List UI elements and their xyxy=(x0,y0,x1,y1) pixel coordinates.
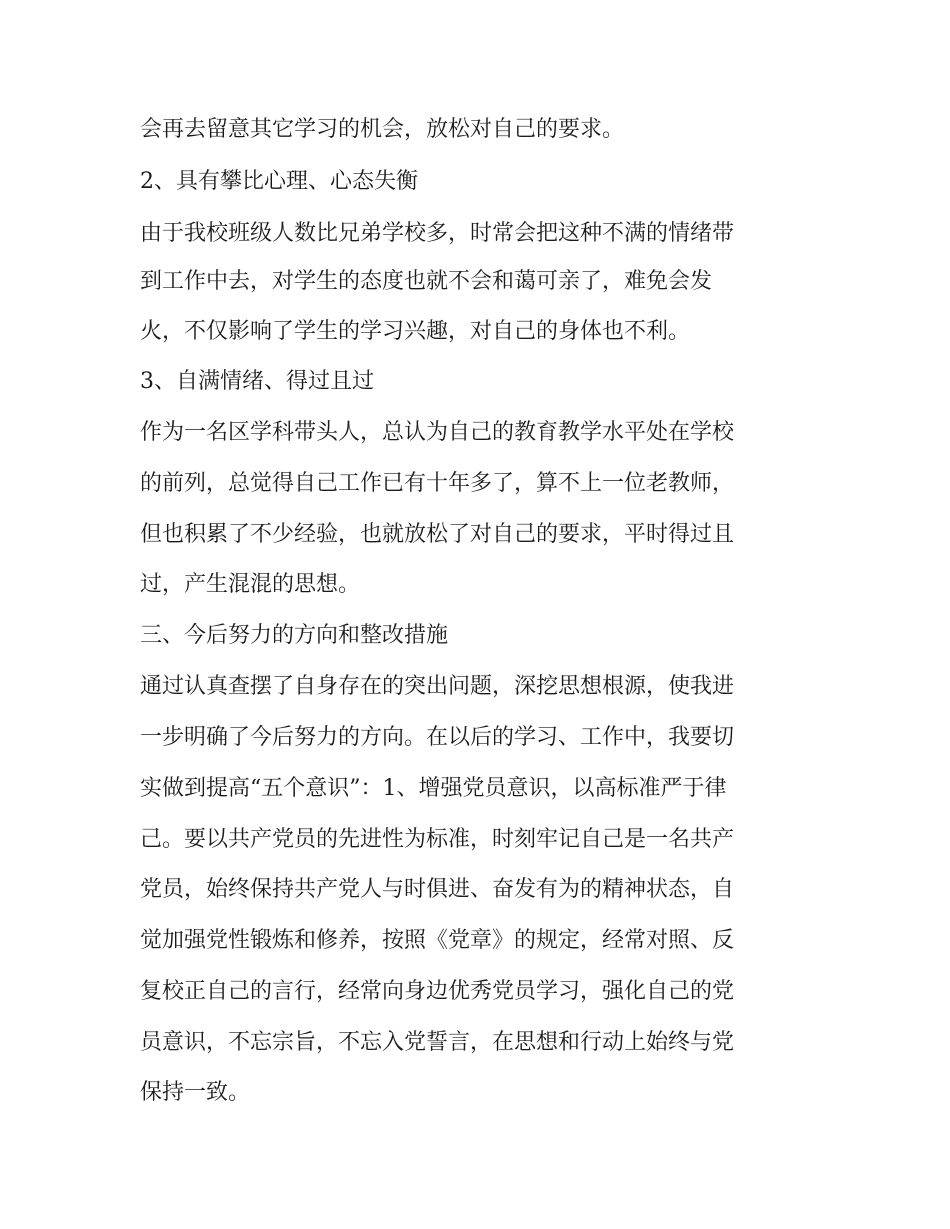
text-line: 火，不仅影响了学生的学习兴趣，对自己的身体也不利。 xyxy=(140,319,691,344)
text-line: 实做到提高“五个意识”：1、增强党员意识，以高标准严于律 xyxy=(140,776,727,801)
text-line: 己。要以共产党员的先进性为标准，时刻牢记自己是一名共产 xyxy=(140,827,735,852)
section-heading: 2、具有攀比心理、心态失衡 xyxy=(140,169,418,194)
text-line: 到工作中去，对学生的态度也就不会和蔼可亲了，难免会发 xyxy=(140,269,713,294)
text-line: 过，产生混混的思想。 xyxy=(140,572,361,597)
section-heading: 三、今后努力的方向和整改措施 xyxy=(140,623,449,648)
text-line: 一步明确了今后努力的方向。在以后的学习、工作中，我要切 xyxy=(140,725,735,750)
section-heading: 3、自满情绪、得过且过 xyxy=(140,369,374,394)
text-line: 但也积累了不少经验，也就放松了对自己的要求，平时得过且 xyxy=(140,522,735,547)
text-line: 会再去留意其它学习的机会，放松对自己的要求。 xyxy=(140,117,625,142)
text-line: 党员，始终保持共产党人与时俱进、奋发有为的精神状态，自 xyxy=(140,877,735,902)
text-line: 由于我校班级人数比兄弟学校多，时常会把这种不满的情绪带 xyxy=(140,221,735,246)
text-line: 觉加强党性锻炼和修养，按照《党章》的规定，经常对照、反 xyxy=(140,928,735,953)
text-line: 作为一名区学科带头人，总认为自己的教育教学水平处在学校 xyxy=(140,420,735,445)
text-line: 保持一致。 xyxy=(140,1080,251,1105)
text-line: 员意识，不忘宗旨，不忘入党誓言，在思想和行动上始终与党 xyxy=(140,1030,735,1055)
text-line: 复校正自己的言行，经常向身边优秀党员学习，强化自己的党 xyxy=(140,979,735,1004)
text-line: 的前列，总觉得自己工作已有十年多了，算不上一位老教师， xyxy=(140,471,735,496)
text-line: 通过认真查摆了自身存在的突出问题，深挖思想根源，使我进 xyxy=(140,674,735,699)
